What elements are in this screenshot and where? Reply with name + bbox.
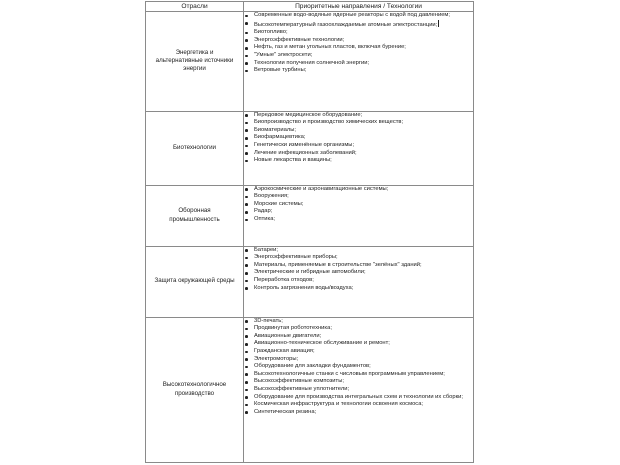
technologies-cell [244,317,474,462]
list-item [244,52,473,60]
list-item [244,409,473,417]
list-item-text: Высокотехнологичные станки с числовым программным управлением; [254,370,445,377]
list-item-text: Гражданская авиация; [254,348,315,355]
list-item [244,44,473,52]
list-item-text: Оборудование для производства интегральных схем и технологии их сборки; [254,393,463,400]
list-item [244,356,473,364]
list-item [244,386,473,394]
list-item-text: Высокоэффективные композиты; [254,378,344,385]
text-cursor [438,20,439,27]
list-item-text: Материалы, применяемые в строительстве "зелёных" зданий; [254,261,422,268]
list-item [244,134,473,142]
list-item [244,157,473,165]
list-item-text: Авиационно-техническое обслуживание и ремонт; [254,340,390,347]
list-item-text: 3D-печать; [254,317,283,324]
list-item [244,247,473,255]
technologies-cell [244,12,474,112]
list-item [244,112,473,120]
list-item-text: Электромоторы; [254,355,299,362]
list-item-text: Батареи; [254,246,279,253]
list-item [244,208,473,216]
list-item [244,318,473,326]
list-item [244,348,473,356]
list-item [244,67,473,75]
sector-cell: Оборонная промышленность [146,185,244,246]
list-item-text: Нефть, газ и метан угольных пластов, включая бурение; [254,44,406,51]
list-item-text: Электрические и гибридные автомобили; [254,269,366,276]
list-item-text: Технологии получения солнечной энергии; [254,59,370,66]
technologies-cell [244,246,474,317]
list-item-text: Биотопливо; [254,29,288,36]
technology-list [244,112,473,165]
list-item [244,150,473,158]
list-item-text: Космическая инфраструктура и технологии освоения космоса; [254,401,424,408]
list-item [244,371,473,379]
list-item-text: "Умные" электросети; [254,51,313,58]
list-item [244,127,473,135]
list-item-text: Энергоэффективные приборы; [254,254,338,261]
document-page [145,1,473,463]
list-item-text: Морские системы; [254,200,304,207]
table-row-environment [146,246,474,317]
list-item-text: Аэрокосмические и аэронавигационные системы; [254,185,389,192]
list-item [244,20,473,30]
technology-list [244,12,473,75]
list-item-text: Радар; [254,208,273,215]
list-item [244,277,473,285]
header-technologies: Приоритетные направления / Технологии [244,2,474,12]
technologies-cell [244,111,474,185]
list-item-text: Генетически изменённые организмы; [254,141,355,148]
list-item [244,363,473,371]
list-item-text: Ветровые турбины; [254,67,307,74]
technologies-cell [244,185,474,246]
technology-list [244,186,473,224]
list-item [244,29,473,37]
list-item [244,186,473,194]
list-item [244,254,473,262]
list-item-text: Современные водо-водяные ядерные реакторы с водой под давлением; [254,12,451,18]
list-item-text: Оптика; [254,216,276,223]
list-item [244,262,473,270]
sector-cell: Энергетика и альтернативные источники энергии [146,12,244,112]
list-item-text: Вооружения; [254,193,289,200]
technology-list [244,318,473,417]
header-sectors: Отрасли [146,2,244,12]
list-item [244,394,473,402]
list-item [244,37,473,45]
list-item-text: Контроль загрязнения воды/воздуха; [254,284,354,291]
list-item-text: Биопроизводство и производство химических веществ; [254,119,404,126]
table-row-biotech [146,111,474,185]
table-row-defense [146,185,474,246]
list-item [244,12,473,20]
technology-list [244,247,473,293]
list-item-text: Биоматериалы; [254,126,297,133]
list-item [244,142,473,150]
list-item-text: Авиационные двигатели; [254,332,322,339]
list-item [244,193,473,201]
sector-cell: Высокотехнологичное производство [146,317,244,462]
list-item-text: Синтетическая резина; [254,408,317,415]
list-item-text: Новые лекарства и вакцины; [254,157,332,164]
list-item [244,119,473,127]
list-item [244,285,473,293]
list-item-text: Лечение инфекционных заболеваний; [254,149,357,156]
sector-cell: Защита окружающей среды [146,246,244,317]
priority-table [145,1,474,463]
list-item [244,216,473,224]
list-item-text: Высокоэффективные уплотнители; [254,386,350,393]
list-item [244,401,473,409]
list-item [244,340,473,348]
sector-cell: Биотехнологии [146,111,244,185]
list-item-text: Оборудование для закладки фундаментов; [254,363,371,370]
list-item [244,333,473,341]
list-item-text: Высокотемпературный газоохлаждаемые атомные электростанции; [254,21,438,28]
list-item [244,60,473,68]
list-item [244,325,473,333]
list-item-text: Энергоэффективные технологии; [254,36,345,43]
list-item-text: Переработка отходов; [254,276,314,283]
list-item-text: Продвинутая робототехника; [254,325,332,332]
list-item-text: Передовое медицинское оборудование; [254,111,363,118]
table-header-row [146,2,474,12]
list-item-text: Биофармацевтика; [254,134,306,141]
list-item [244,378,473,386]
table-row-hightech [146,317,474,462]
list-item [244,269,473,277]
list-item [244,201,473,209]
table-row-energy [146,12,474,112]
